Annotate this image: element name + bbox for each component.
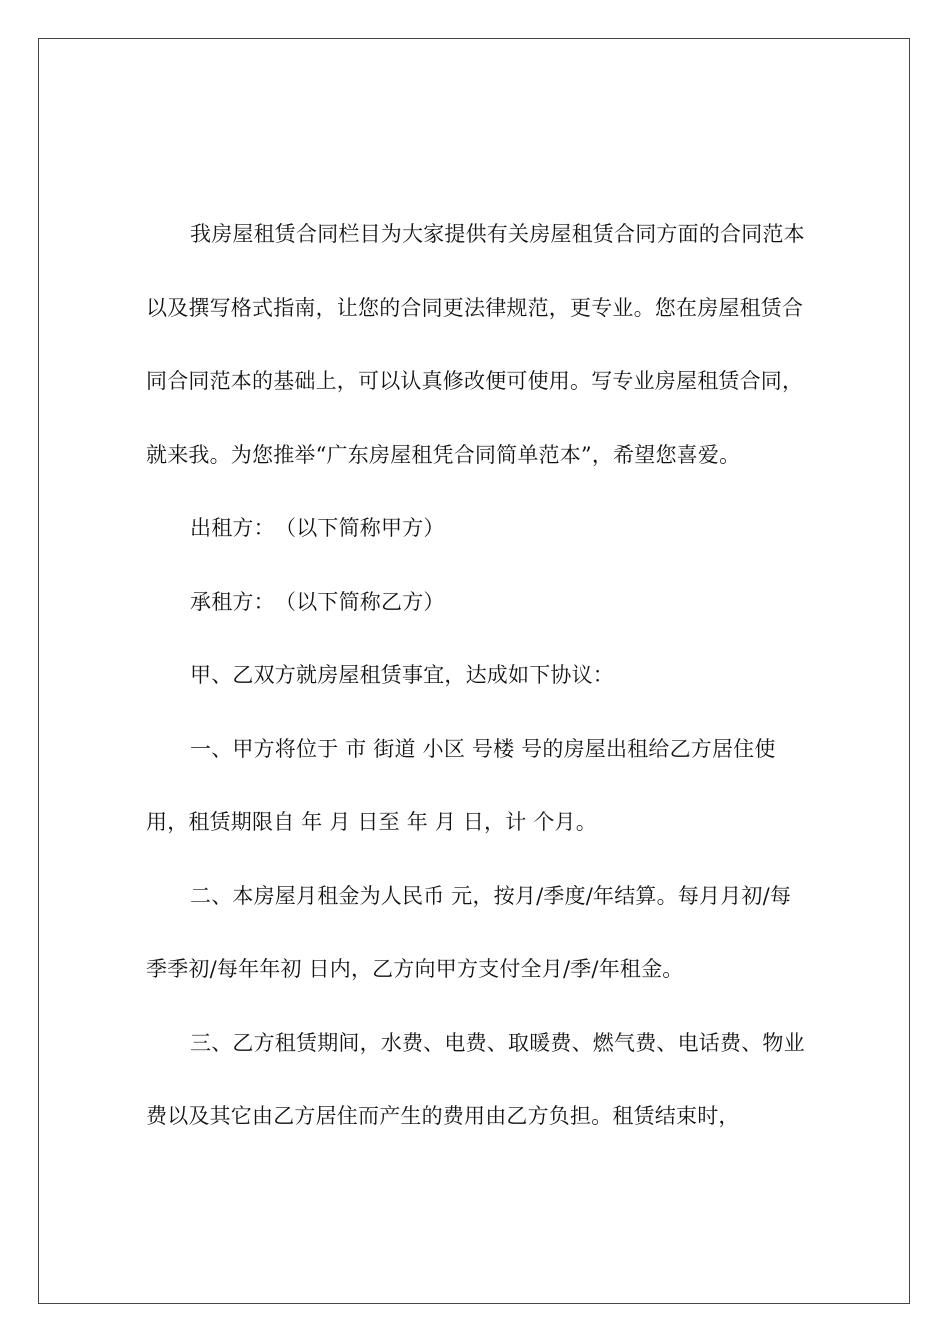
clause-3: 三、乙方租赁期间，水费、电费、取暖费、燃气费、电话费、物业费以及其它由乙方居住而产生的费用由乙方负担。租赁结束时， bbox=[146, 1030, 805, 1128]
lessor-line: 出租方： （以下简称甲方） bbox=[190, 516, 445, 540]
clause-1: 一、甲方将位于 市 街道 小区 号楼 号的房屋出租给乙方居住使用，租赁期限自 年 月 日至 年 月 日，计 个月。 bbox=[146, 736, 776, 834]
lessee-line: 承租方： （以下简称乙方） bbox=[190, 589, 445, 614]
agreement-preamble: 甲、乙双方就房屋租赁事宜，达成如下协议： bbox=[190, 663, 614, 687]
intro-paragraph: 我房屋租赁合同栏目为大家提供有关房屋租赁合同方面的合同范本以及撰写格式指南，让您的合同更法律规范，更专业。您在房屋租赁合同合同范本的基础上，可以认真修改便可使用。写专业房屋租赁合同，就来我。为您推举“广东房屋租凭合同简单范本”，希望您喜爱。 bbox=[146, 222, 805, 467]
clause-2: 二、本房屋月租金为人民币 元，按月/季度/年结算。每月月初/每季季初/每年年初 日内，乙方向甲方支付全月/季/年租金。 bbox=[146, 883, 792, 981]
document-body bbox=[146, 198, 810, 1154]
